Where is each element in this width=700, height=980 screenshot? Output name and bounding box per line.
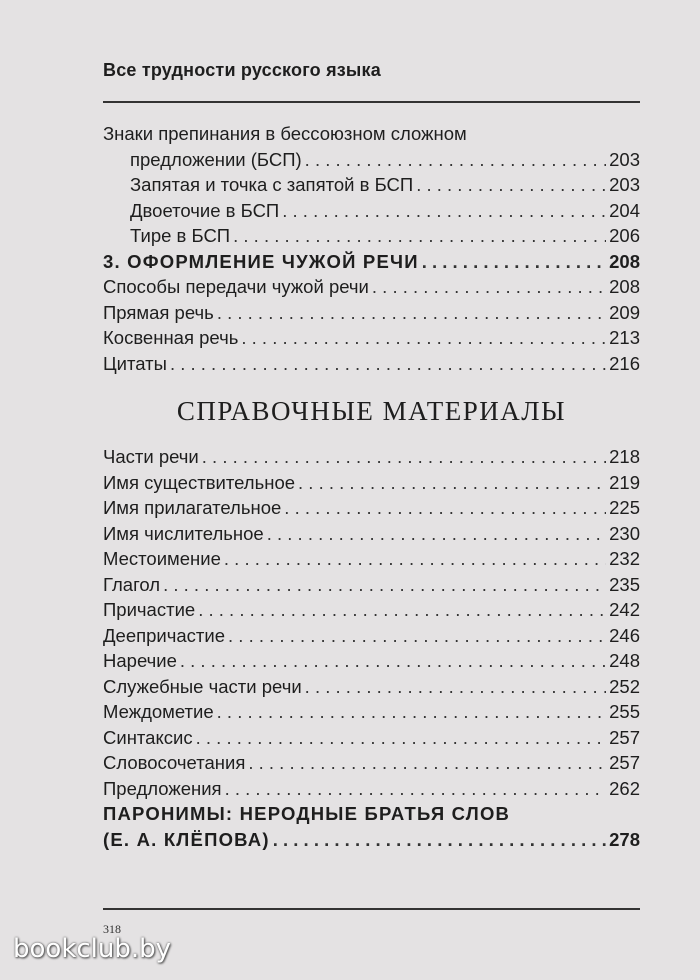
toc-entry bbox=[103, 300, 640, 326]
bottom-rule bbox=[103, 908, 640, 910]
toc-leader-dots bbox=[180, 648, 606, 674]
toc-leader-dots bbox=[282, 198, 606, 224]
toc-entry bbox=[103, 121, 640, 147]
toc-leader-dots bbox=[273, 827, 606, 853]
toc-leader-dots bbox=[170, 351, 606, 377]
toc-entry bbox=[103, 495, 640, 521]
toc-entry bbox=[103, 198, 640, 224]
toc-leader-dots bbox=[217, 699, 606, 725]
toc-entry-title: Имя прилагательное bbox=[103, 497, 282, 518]
toc-entry-page: 242 bbox=[609, 599, 640, 620]
toc-entry bbox=[103, 223, 640, 249]
toc-entry bbox=[103, 597, 640, 623]
toc-entry-title: Словосочетания bbox=[103, 752, 246, 773]
toc-entry-title: Наречие bbox=[103, 650, 177, 671]
toc-entry-page: 206 bbox=[609, 225, 640, 246]
toc-entry-page: 225 bbox=[609, 497, 640, 518]
toc-leader-dots bbox=[248, 750, 606, 776]
toc-entry-title: 3. ОФОРМЛЕНИЕ ЧУЖОЙ РЕЧИ bbox=[103, 250, 419, 272]
toc-entry-title: Местоимение bbox=[103, 548, 221, 569]
top-rule bbox=[103, 101, 640, 103]
toc-leader-dots bbox=[196, 725, 607, 751]
toc-entry-title: Косвенная речь bbox=[103, 327, 239, 348]
page-number: 318 bbox=[103, 922, 121, 936]
section-heading: СПРАВОЧНЫЕ МАТЕРИАЛЫ bbox=[176, 396, 567, 426]
toc-leader-dots bbox=[284, 495, 606, 521]
toc-leader-dots bbox=[241, 325, 606, 351]
toc-entry-title: Предложения bbox=[103, 777, 222, 799]
toc-entry-page: 209 bbox=[609, 301, 640, 323]
toc-leader-dots bbox=[224, 546, 606, 572]
toc-entry bbox=[103, 674, 640, 700]
toc-entry-title: Глагол bbox=[103, 573, 161, 595]
table-of-contents bbox=[103, 121, 640, 852]
toc-entry-page: 278 bbox=[609, 828, 640, 850]
toc-leader-dots bbox=[198, 597, 606, 623]
toc-entry-title: (Е. А. КЛЁПОВА) bbox=[103, 828, 270, 850]
toc-entry-page: 257 bbox=[609, 726, 640, 748]
toc-entry-title: Цитаты bbox=[103, 352, 167, 374]
toc-entry bbox=[103, 648, 640, 674]
toc-entry bbox=[103, 623, 640, 649]
toc-entry-page: 208 bbox=[609, 276, 640, 297]
toc-entry-title: Междометие bbox=[103, 701, 214, 722]
toc-entry-title: Служебные части речи bbox=[103, 675, 302, 697]
toc-entry-title: Знаки препинания в бессоюзном сложном bbox=[103, 123, 467, 144]
toc-leader-dots bbox=[202, 444, 606, 470]
toc-entry bbox=[103, 470, 640, 496]
toc-entry-page: 230 bbox=[609, 522, 640, 544]
toc-entry-title: Имя числительное bbox=[103, 522, 264, 544]
toc-entry bbox=[103, 444, 640, 470]
toc-entry bbox=[103, 249, 640, 275]
toc-entry bbox=[103, 750, 640, 776]
toc-entry-title: Прямая речь bbox=[103, 301, 214, 323]
toc-entry bbox=[103, 521, 640, 547]
toc-leader-dots bbox=[305, 147, 606, 173]
toc-entry-title: Запятая и точка с запятой в БСП bbox=[130, 174, 414, 195]
toc-leader-dots bbox=[416, 172, 606, 198]
toc-entry-page: 218 bbox=[609, 446, 640, 467]
toc-entry-page: 262 bbox=[609, 777, 640, 799]
watermark: bookclub.by bbox=[13, 934, 172, 964]
toc-entry bbox=[103, 325, 640, 351]
toc-entry-page: 213 bbox=[609, 327, 640, 348]
toc-entry-title: Тире в БСП bbox=[130, 225, 231, 246]
toc-entry-page: 252 bbox=[609, 675, 640, 697]
toc-leader-dots bbox=[233, 223, 606, 249]
toc-entry-title: Способы передачи чужой речи bbox=[103, 276, 369, 297]
toc-entry-page: 203 bbox=[609, 174, 640, 195]
toc-entry-title: ПАРОНИМЫ: НЕРОДНЫЕ БРАТЬЯ СЛОВ bbox=[103, 803, 511, 824]
toc-entry bbox=[103, 801, 640, 827]
toc-leader-dots bbox=[163, 572, 606, 598]
toc-entry-page: 219 bbox=[609, 471, 640, 493]
toc-entry bbox=[103, 776, 640, 802]
toc-group-reference bbox=[103, 444, 640, 852]
toc-entry-title: Части речи bbox=[103, 446, 199, 467]
toc-entry-title: Синтаксис bbox=[103, 726, 193, 748]
toc-group-punctuation bbox=[103, 121, 640, 376]
toc-leader-dots bbox=[422, 249, 606, 275]
toc-leader-dots bbox=[267, 521, 606, 547]
toc-leader-dots bbox=[217, 300, 606, 326]
toc-entry-page: 203 bbox=[609, 148, 640, 170]
toc-entry bbox=[103, 546, 640, 572]
toc-entry bbox=[103, 699, 640, 725]
toc-entry-title: предложении (БСП) bbox=[130, 148, 302, 170]
toc-entry bbox=[103, 725, 640, 751]
toc-leader-dots bbox=[298, 470, 606, 496]
toc-leader-dots bbox=[372, 274, 606, 300]
toc-entry bbox=[103, 172, 640, 198]
toc-entry-title: Деепричастие bbox=[103, 624, 226, 646]
toc-entry-page: 246 bbox=[609, 624, 640, 646]
toc-entry-title: Причастие bbox=[103, 599, 196, 620]
toc-entry bbox=[103, 827, 640, 853]
toc-entry bbox=[103, 351, 640, 377]
toc-entry-page: 248 bbox=[609, 650, 640, 671]
running-head: Все трудности русского языка bbox=[103, 60, 381, 80]
toc-leader-dots bbox=[305, 674, 606, 700]
toc-entry-page: 255 bbox=[609, 701, 640, 722]
toc-entry-page: 232 bbox=[609, 548, 640, 569]
toc-entry-page: 216 bbox=[609, 352, 640, 374]
toc-entry-page: 208 bbox=[609, 250, 640, 272]
toc-entry bbox=[103, 572, 640, 598]
toc-leader-dots bbox=[225, 776, 607, 802]
toc-entry-page: 257 bbox=[609, 752, 640, 773]
toc-entry bbox=[103, 147, 640, 173]
toc-entry-page: 204 bbox=[609, 199, 640, 221]
toc-entry bbox=[103, 274, 640, 300]
toc-leader-dots bbox=[228, 623, 606, 649]
toc-entry-title: Имя существительное bbox=[103, 471, 296, 493]
toc-entry-title: Двоеточие в БСП bbox=[130, 199, 280, 221]
toc-entry-page: 235 bbox=[609, 573, 640, 595]
